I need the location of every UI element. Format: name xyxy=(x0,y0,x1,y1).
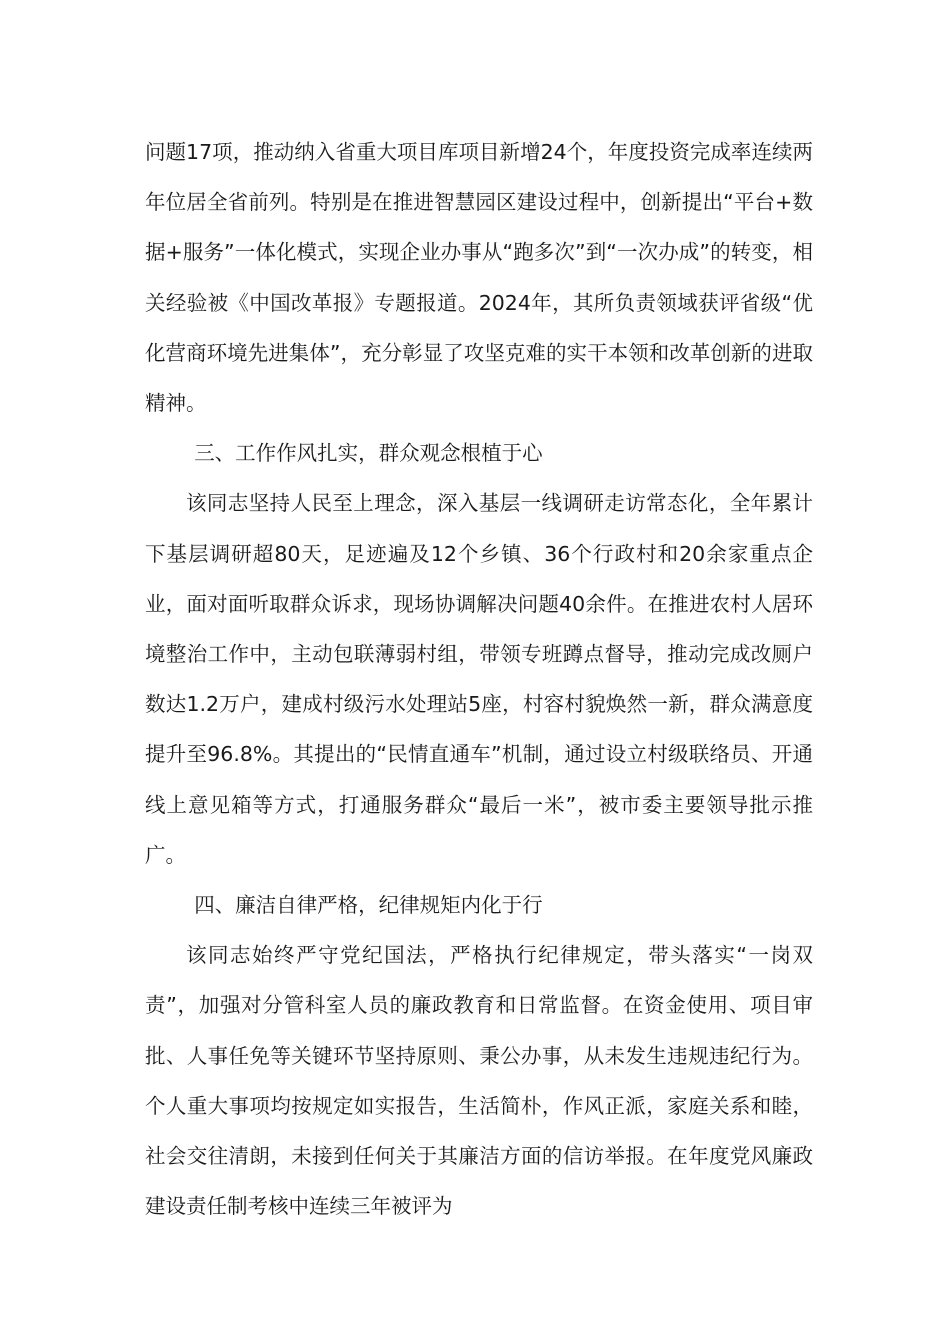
document-body xyxy=(145,127,813,1231)
section-heading-3: 三、工作作风扎实，群众观念根植于心 xyxy=(194,441,543,466)
section-heading-4: 四、廉洁自律严格，纪律规矩内化于行 xyxy=(194,893,543,918)
paragraph-work-style: 该同志坚持人民至上理念，深入基层一线调研走访常态化，全年累计下基层调研超80天，足迹遍及12个乡镇、36个行政村和20余家重点企业，面对面听取群众诉求，现场协调解决问题40余件。在推进农村人居环境整治工作中，主动包联薄弱村组，带领专班蹲点督导，推动完成改厕户数达1.2万户，建成村级污水处理站5座，村容村貌焕然一新，群众满意度提升至96.8%。其提出的“民情直通车”机制，通过设立村级联络员、开通线上意见箱等方式，打通服务群众“最后一米”，被市委主要领导批示推广。 xyxy=(145,491,813,867)
paragraph-achievements-continued: 问题17项，推动纳入省重大项目库项目新增24个，年度投资完成率连续两年位居全省前列。特别是在推进智慧园区建设过程中，创新提出“平台+数据+服务”一体化模式，实现企业办事从“跑多次”到“一次办成”的转变，相关经验被《中国改革报》专题报道。2024年，其所负责领域获评省级“优化营商环境先进集体”，充分彰显了攻坚克难的实干本领和改革创新的进取精神。 xyxy=(145,140,813,416)
paragraph-integrity: 该同志始终严守党纪国法，严格执行纪律规定，带头落实“一岗双责”，加强对分管科室人员的廉政教育和日常监督。在资金使用、项目审批、人事任免等关键环节坚持原则、秉公办事，从未发生违规违纪行为。个人重大事项均按规定如实报告，生活简朴，作风正派，家庭关系和睦，社会交往清朗，未接到任何关于其廉洁方面的信访举报。在年度党风廉政建设责任制考核中连续三年被评为 xyxy=(145,943,813,1219)
